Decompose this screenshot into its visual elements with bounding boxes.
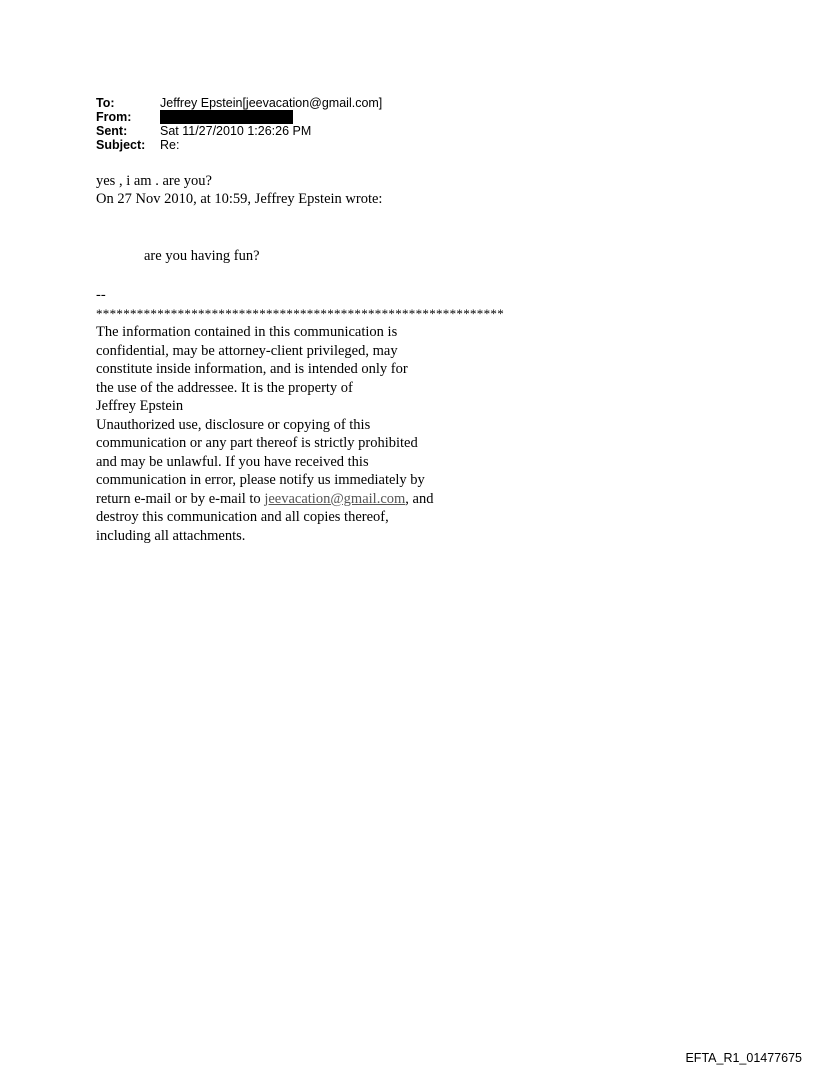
disclaimer-return-line [96, 490, 504, 509]
disclaimer-line: communication or any part thereof is strictly prohibited [96, 435, 418, 451]
from-row [96, 110, 382, 124]
email-link[interactable]: jeevacation@gmail.com [264, 490, 406, 507]
disclaimer-line: The information contained in this communication is [96, 324, 398, 340]
disclaimer-return-suffix: , and [405, 490, 434, 507]
disclaimer-return-prefix: return e-mail or by e-mail to [96, 490, 265, 507]
to-row [96, 96, 382, 110]
redacted-sender-block [160, 110, 293, 124]
signature-star-divider: ************************************************************ [96, 305, 504, 321]
confidentiality-signature [96, 286, 504, 545]
attribution-line: On 27 Nov 2010, at 10:59, Jeffrey Epstein wrote: [96, 191, 383, 207]
email-header [96, 96, 382, 152]
sent-label: Sent: [96, 124, 128, 138]
from-label: From: [96, 110, 132, 124]
disclaimer-line: destroy this communication and all copies thereof, [96, 509, 389, 525]
sent-row [96, 124, 382, 138]
disclaimer-line: Unauthorized use, disclosure or copying of this [96, 416, 371, 433]
subject-label: Subject: [96, 138, 146, 152]
disclaimer-line: the use of the addressee. It is the property of [96, 379, 353, 396]
disclaimer-line: communication in error, please notify us immediately by [96, 472, 425, 488]
subject-row [96, 138, 382, 152]
disclaimer-line: and may be unlawful. If you have received this [96, 453, 369, 470]
quoted-message: are you having fun? [144, 248, 260, 264]
disclaimer-line: including all attachments. [96, 527, 246, 544]
document-id: EFTA_R1_01477675 [685, 1051, 802, 1065]
disclaimer-line: Jeffrey Epstein [96, 398, 184, 414]
disclaimer-line: constitute inside information, and is intended only for [96, 361, 408, 377]
to-label: To: [96, 96, 115, 110]
to-value: Jeffrey Epstein[jeevacation@gmail.com] [160, 96, 383, 110]
disclaimer-line: confidential, may be attorney-client privileged, may [96, 342, 398, 359]
sent-value: Sat 11/27/2010 1:26:26 PM [160, 124, 312, 138]
reply-line: yes , i am . are you? [96, 173, 212, 189]
signature-separator: -- [96, 287, 106, 303]
subject-value: Re: [160, 138, 180, 152]
